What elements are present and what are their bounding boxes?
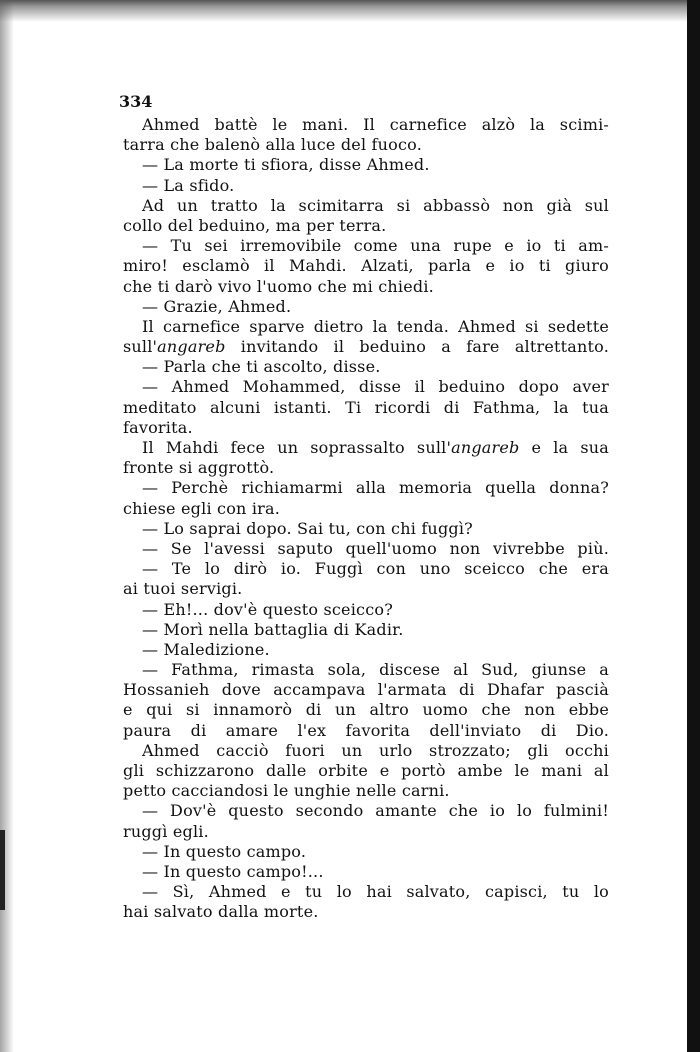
text-line [123, 135, 609, 155]
line-text: Il Mahdi fece un soprassalto sull' [142, 438, 452, 457]
page-number: 334 [119, 92, 153, 111]
text-line [123, 761, 609, 781]
text-line [123, 115, 609, 135]
line-text: Hossanieh dove accampava l'armata di Dhafar pascià [123, 680, 609, 700]
line-text: Ad un tratto la scimitarra si abbassò non già sul [142, 195, 609, 215]
text-line [123, 882, 609, 902]
line-text: favorita. [123, 417, 193, 437]
text-line [123, 297, 609, 317]
text-line [123, 458, 609, 478]
line-text: — Tu sei irremovibile come una rupe e io ti am- [142, 236, 609, 256]
text-line [123, 660, 609, 680]
text-line [123, 721, 609, 741]
text-line [123, 216, 609, 236]
line-text: — Morì nella battaglia di Kadir. [142, 619, 404, 639]
text-line [123, 196, 609, 216]
line-text: — Fathma, rimasta sola, discese al Sud, giunse a [142, 660, 609, 680]
line-text: — La sfido. [142, 175, 235, 195]
line-text: — Perchè richiamarmi alla memoria quella donna? [142, 478, 609, 498]
text-line [123, 499, 609, 519]
text-line [123, 680, 609, 700]
text-line [123, 559, 609, 579]
text-line [123, 700, 609, 720]
text-line [123, 842, 609, 862]
text-line [123, 155, 609, 175]
text-line [123, 640, 609, 660]
line-text: fronte si aggrottò. [123, 458, 275, 478]
text-line [123, 418, 609, 438]
line-text: collo del beduino, ma per terra. [123, 215, 387, 235]
line-text: invitando il beduino a fare altrettanto. [225, 337, 609, 357]
text-line [123, 438, 609, 458]
line-text: ai tuoi servigi. [123, 579, 243, 599]
line-text: chiese egli con ira. [123, 498, 281, 518]
text-line [123, 822, 609, 842]
line-text: — La morte ti sfiora, disse Ahmed. [142, 155, 430, 175]
line-text: — Te lo dirò io. Fuggì con uno sceicco che era [142, 559, 609, 579]
body-text [123, 115, 609, 923]
scan-edge-right [687, 0, 700, 1052]
line-text: Ahmed cacciò fuori un urlo strozzato; gli occhi [142, 740, 609, 760]
line-text: paura di amare l'ex favorita dell'inviato di Dio. [123, 720, 609, 740]
text-line [123, 902, 609, 922]
scan-shadow-top [0, 0, 700, 22]
italic-term: angareb [157, 337, 226, 357]
text-line [123, 256, 609, 276]
text-line [123, 478, 609, 498]
line-text: — Dov'è questo secondo amante che io lo fulmini! [142, 801, 609, 821]
line-text: gli schizzarono dalle orbite e portò ambe le mani al [123, 761, 609, 780]
line-text: tarra che balenò alla luce del fuoco. [123, 135, 423, 155]
line-text: e la sua [519, 438, 609, 457]
text-line [123, 398, 609, 418]
text-line [123, 862, 609, 882]
line-text: sull' [123, 337, 158, 357]
text-line [123, 337, 609, 357]
text-line [123, 317, 609, 337]
line-text: — Lo saprai dopo. Sai tu, con chi fuggì? [142, 518, 473, 538]
line-text: petto cacciandosi le unghie nelle carni. [123, 781, 450, 801]
line-text: hai salvato dalla morte. [123, 902, 319, 922]
line-text: che ti darò vivo l'uomo che mi chiedi. [123, 276, 434, 296]
text-line [123, 741, 609, 761]
text-line [123, 519, 609, 539]
line-text: — Parla che ti ascolto, disse. [142, 357, 381, 377]
text-line [123, 277, 609, 297]
scan-edge-mark [0, 830, 5, 910]
line-text: Ahmed battè le mani. Il carnefice alzò la scimi- [142, 115, 609, 134]
text-line [123, 176, 609, 196]
text-line [123, 539, 609, 559]
line-text: — Maledizione. [142, 639, 270, 659]
line-text: — Sì, Ahmed e tu lo hai salvato, capisci, tu lo [142, 882, 609, 902]
text-line [123, 236, 609, 256]
line-text: — In questo campo!... [142, 861, 324, 881]
line-text: — Ahmed Mohammed, disse il beduino dopo aver [142, 377, 609, 397]
line-text: e qui si innamorò di un altro uomo che non ebbe [123, 700, 609, 720]
line-text: Il carnefice sparve dietro la tenda. Ahmed si sedette [142, 316, 609, 336]
text-line [123, 781, 609, 801]
text-line [123, 801, 609, 821]
text-line [123, 579, 609, 599]
text-line [123, 357, 609, 377]
line-text: miro! esclamò il Mahdi. Alzati, parla e io ti giuro [123, 256, 609, 276]
text-line [123, 620, 609, 640]
text-line [123, 377, 609, 397]
italic-term: angareb [451, 438, 520, 457]
line-text: — In questo campo. [142, 841, 307, 861]
line-text: — Se l'avessi saputo quell'uomo non vivrebbe più. [142, 538, 609, 558]
line-text: meditato alcuni istanti. Ti ricordi di Fathma, la tua [123, 397, 609, 417]
line-text: ruggì egli. [123, 821, 209, 841]
text-line [123, 600, 609, 620]
line-text: — Eh!... dov'è questo sceicco? [142, 599, 393, 619]
line-text: — Grazie, Ahmed. [142, 296, 292, 316]
